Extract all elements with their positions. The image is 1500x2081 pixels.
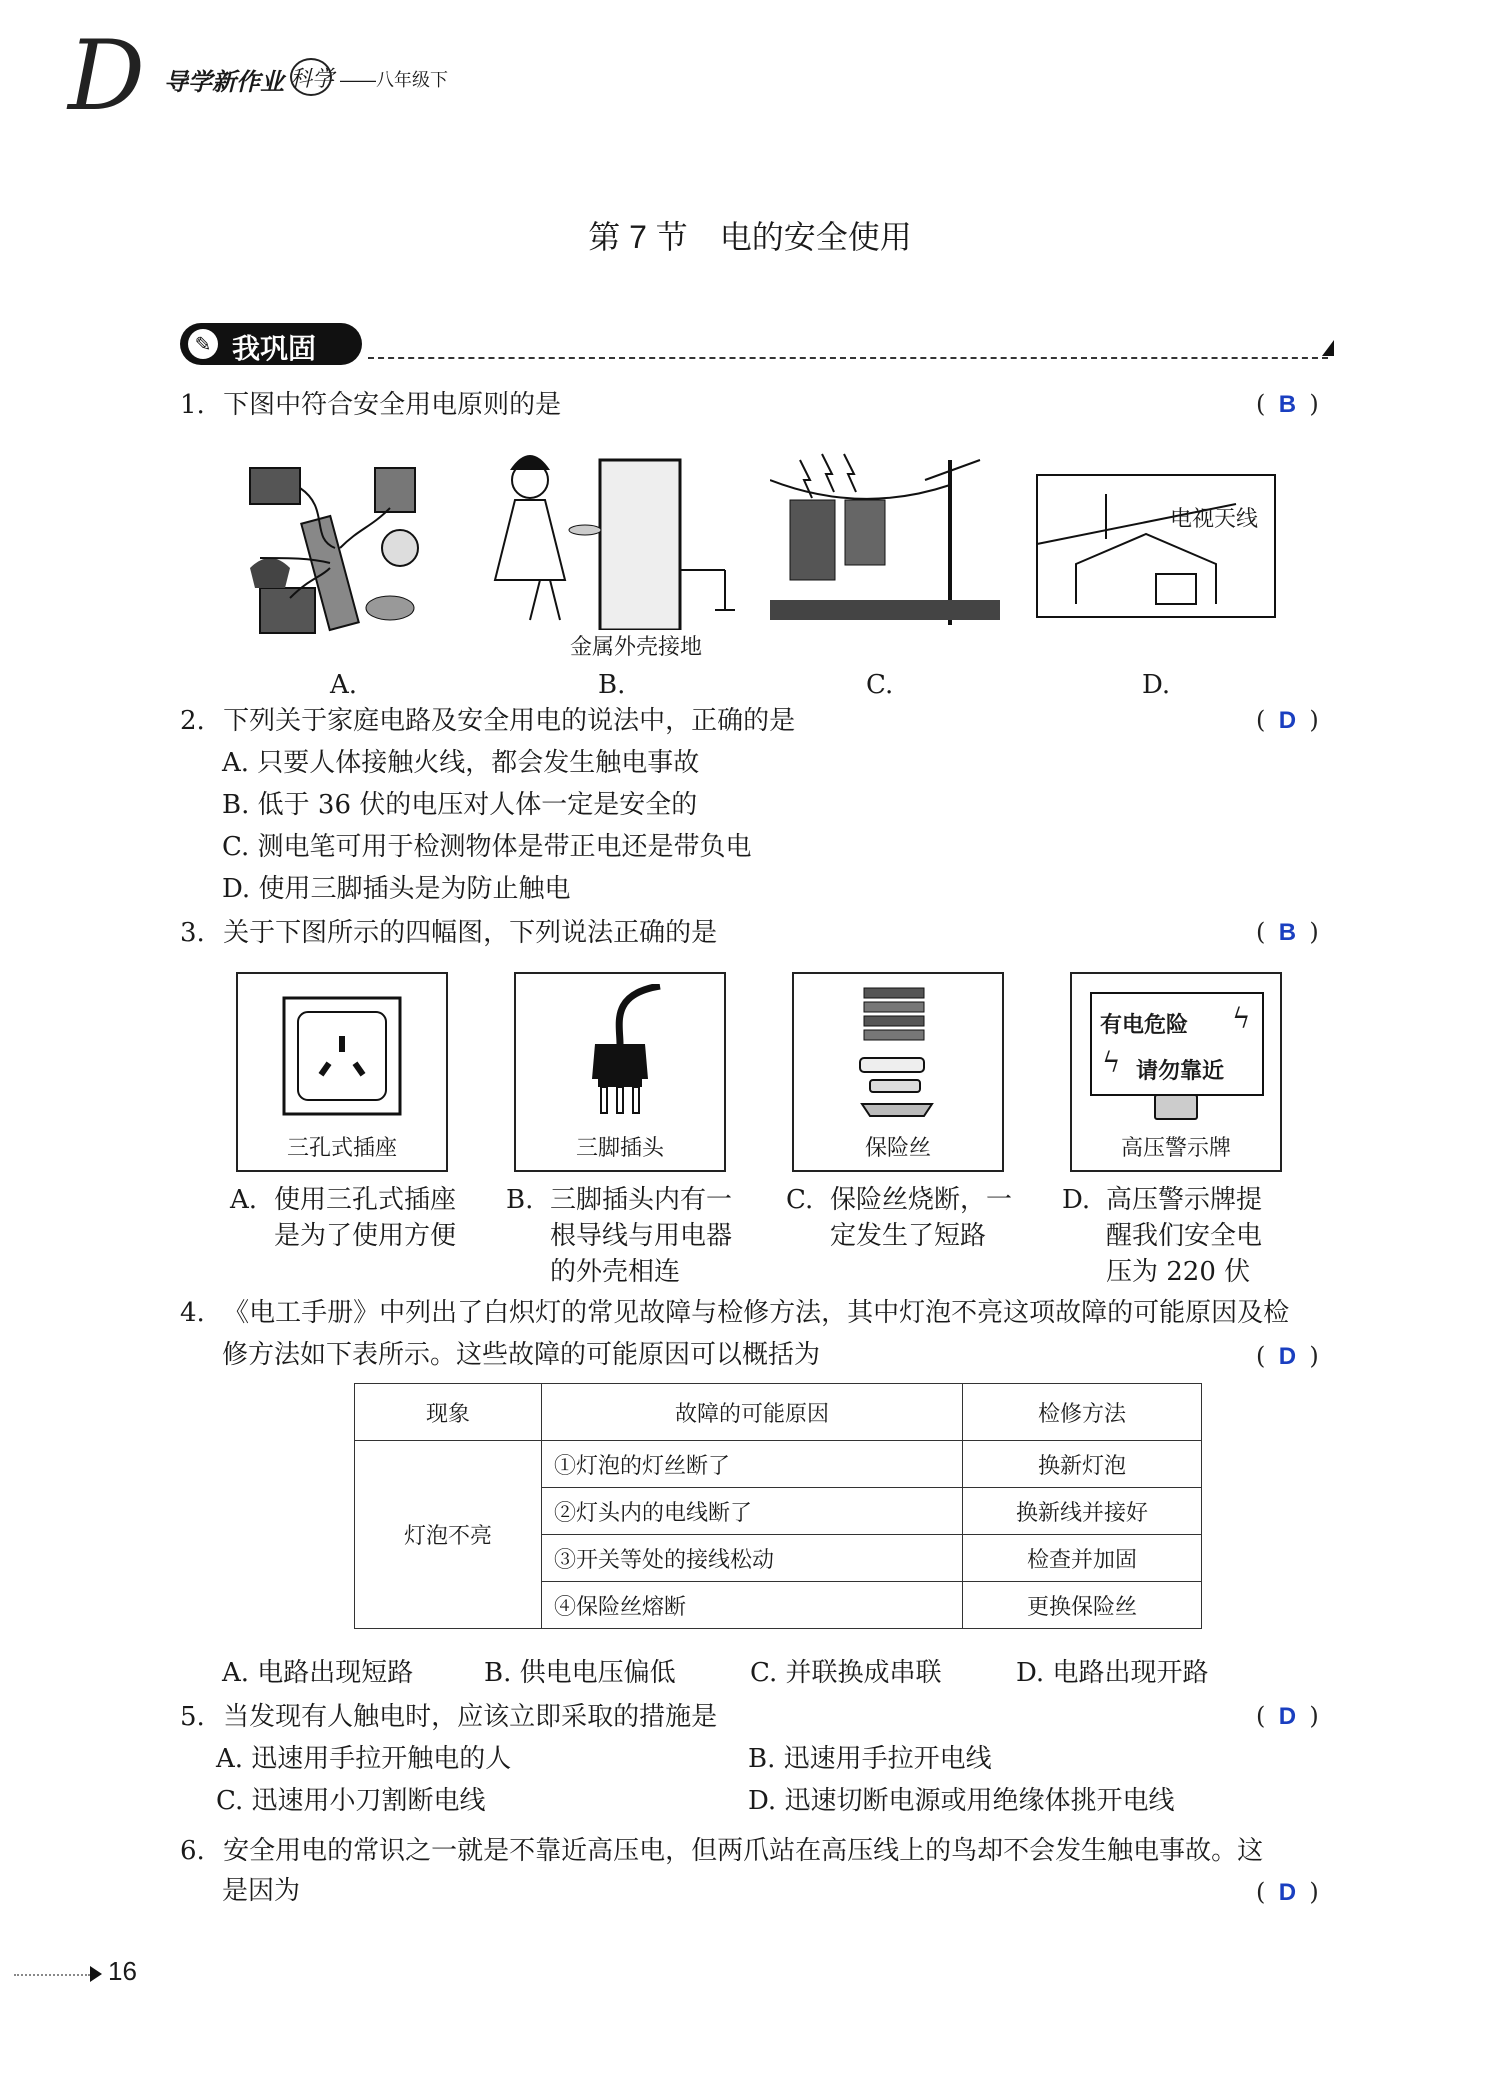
socket-icon	[282, 996, 402, 1116]
q1-label-c: C.	[866, 670, 894, 700]
table-header: 现象	[355, 1384, 542, 1441]
answer-1: ( B )	[1256, 390, 1319, 418]
table-header-row	[355, 1384, 1202, 1441]
fuse-icon	[854, 982, 944, 1122]
sign-line-1: 有电危险	[1100, 1012, 1189, 1037]
question-number: 4.	[180, 1298, 205, 1328]
box-caption: 三脚插头	[575, 1136, 664, 1161]
lightning-icon: ϟ	[1102, 1046, 1121, 1079]
q3-box-fuse	[792, 972, 1004, 1172]
lightning-icon: ϟ	[1232, 1002, 1251, 1035]
q1-image-d	[1036, 474, 1276, 618]
section-divider	[368, 357, 1328, 359]
question-6-line-2: 是因为	[222, 1876, 301, 1906]
q4-option-c: C. 并联换成串联	[750, 1658, 942, 1688]
q1-caption-d: 电视天线	[1170, 507, 1259, 532]
question-5	[180, 1700, 717, 1734]
q1-image-a	[240, 448, 440, 638]
q5-option-b: B. 迅速用手拉开电线	[748, 1744, 992, 1774]
header	[68, 20, 528, 132]
q2-option-b: B. 低于 36 伏的电压对人体一定是安全的	[222, 790, 698, 820]
q2-option-d: D. 使用三脚插头是为防止触电	[222, 874, 571, 904]
question-text: 下列关于家庭电路及安全用电的说法中，正确的是	[223, 706, 796, 736]
subject-label: 科学	[290, 66, 335, 91]
fault-table	[354, 1383, 1202, 1629]
table-cell-cause: ③开关等处的接线松动	[542, 1535, 963, 1582]
question-text: 《电工手册》中列出了白炽灯的常见故障与检修方法，其中灯泡不亮这项故障的可能原因及检	[223, 1298, 1290, 1328]
q3-box-warning-sign	[1070, 972, 1282, 1172]
section-badge	[180, 323, 362, 365]
q4-option-d: D. 电路出现开路	[1016, 1658, 1209, 1688]
section-badge-label: 我巩固	[232, 333, 317, 364]
table-cell-phenomenon: 灯泡不亮	[355, 1441, 542, 1629]
answer-6: ( D )	[1256, 1878, 1319, 1906]
question-text: 关于下图所示的四幅图，下列说法正确的是	[223, 918, 718, 948]
q1-image-b	[490, 450, 740, 630]
logo-letter: D	[68, 20, 145, 132]
q2-option-c: C. 测电笔可用于检测物体是带正电还是带负电	[222, 832, 752, 862]
answer-value: D	[1278, 707, 1297, 734]
answer-value: D	[1278, 1343, 1297, 1370]
plug-icon	[570, 984, 670, 1124]
question-text: 当发现有人触电时，应该立即采取的措施是	[223, 1702, 718, 1732]
table-cell-fix: 换新线并接好	[963, 1488, 1202, 1535]
question-number: 6.	[180, 1836, 205, 1866]
q2-option-a: A. 只要人体接触火线，都会发生触电事故	[222, 748, 700, 778]
question-4-line-2: 修方法如下表所示。这些故障的可能原因可以概括为	[222, 1340, 821, 1370]
question-3	[180, 916, 717, 950]
answer-value: D	[1278, 1879, 1297, 1906]
pencil-icon: ✎	[188, 329, 218, 359]
answer-2: ( D )	[1256, 706, 1319, 734]
q1-image-c	[770, 440, 1000, 635]
grade-label: ——八年级下	[340, 70, 448, 90]
q1-label-a: A.	[330, 670, 358, 700]
question-number: 2.	[180, 706, 205, 736]
footer-dots	[14, 1974, 90, 1976]
divider-end-mark	[1322, 340, 1334, 356]
table-header: 故障的可能原因	[542, 1384, 963, 1441]
q3-box-socket	[236, 972, 448, 1172]
table-cell-fix: 更换保险丝	[963, 1582, 1202, 1629]
q1-label-b: B.	[598, 670, 626, 700]
footer-arrow-icon	[90, 1966, 102, 1982]
q3-box-plug	[514, 972, 726, 1172]
answer-3: ( B )	[1256, 918, 1319, 946]
q5-option-d: D. 迅速切断电源或用绝缘体挑开电线	[748, 1786, 1175, 1816]
question-6	[180, 1834, 1263, 1868]
table-cell-fix: 换新灯泡	[963, 1441, 1202, 1488]
table-cell-fix: 检查并加固	[963, 1535, 1202, 1582]
sign-mount	[1154, 1094, 1198, 1120]
table-header: 检修方法	[963, 1384, 1202, 1441]
q1-caption-b: 金属外壳接地	[570, 635, 703, 660]
sign-line-2: 请勿靠近	[1136, 1058, 1225, 1083]
answer-4: ( D )	[1256, 1342, 1319, 1370]
q4-option-a: A. 电路出现短路	[222, 1658, 414, 1688]
answer-value: D	[1278, 1703, 1297, 1730]
table-cell-cause: ④保险丝熔断	[542, 1582, 963, 1629]
answer-5: ( D )	[1256, 1702, 1319, 1730]
q5-option-c: C. 迅速用小刀割断电线	[216, 1786, 486, 1816]
question-4	[180, 1296, 1289, 1330]
warning-sign-board	[1090, 992, 1264, 1096]
question-number: 3.	[180, 918, 205, 948]
table-cell-cause: ①灯泡的灯丝断了	[542, 1441, 963, 1488]
section-title: 第 7 节 电的安全使用	[588, 219, 912, 255]
q1-label-d: D.	[1142, 670, 1171, 700]
box-caption: 三孔式插座	[286, 1136, 397, 1161]
answer-value: B	[1278, 391, 1297, 418]
q4-option-b: B. 供电电压偏低	[484, 1658, 676, 1688]
answer-value: B	[1278, 919, 1297, 946]
question-text: 下图中符合安全用电原则的是	[223, 390, 562, 420]
table-cell-cause: ②灯头内的电线断了	[542, 1488, 963, 1535]
box-caption: 高压警示牌	[1120, 1136, 1231, 1161]
question-text: 安全用电的常识之一就是不靠近高压电，但两爪站在高压线上的鸟却不会发生触电事故。这	[223, 1836, 1264, 1866]
box-caption: 保险丝	[864, 1136, 931, 1161]
book-title: 导学新作业	[164, 69, 284, 96]
q5-option-a: A. 迅速用手拉开触电的人	[216, 1744, 512, 1774]
question-2	[180, 704, 795, 738]
question-number: 5.	[180, 1702, 205, 1732]
page-number: 16	[108, 1956, 137, 1986]
question-1	[180, 388, 561, 422]
question-number: 1.	[180, 390, 205, 420]
table-row	[355, 1441, 1202, 1488]
